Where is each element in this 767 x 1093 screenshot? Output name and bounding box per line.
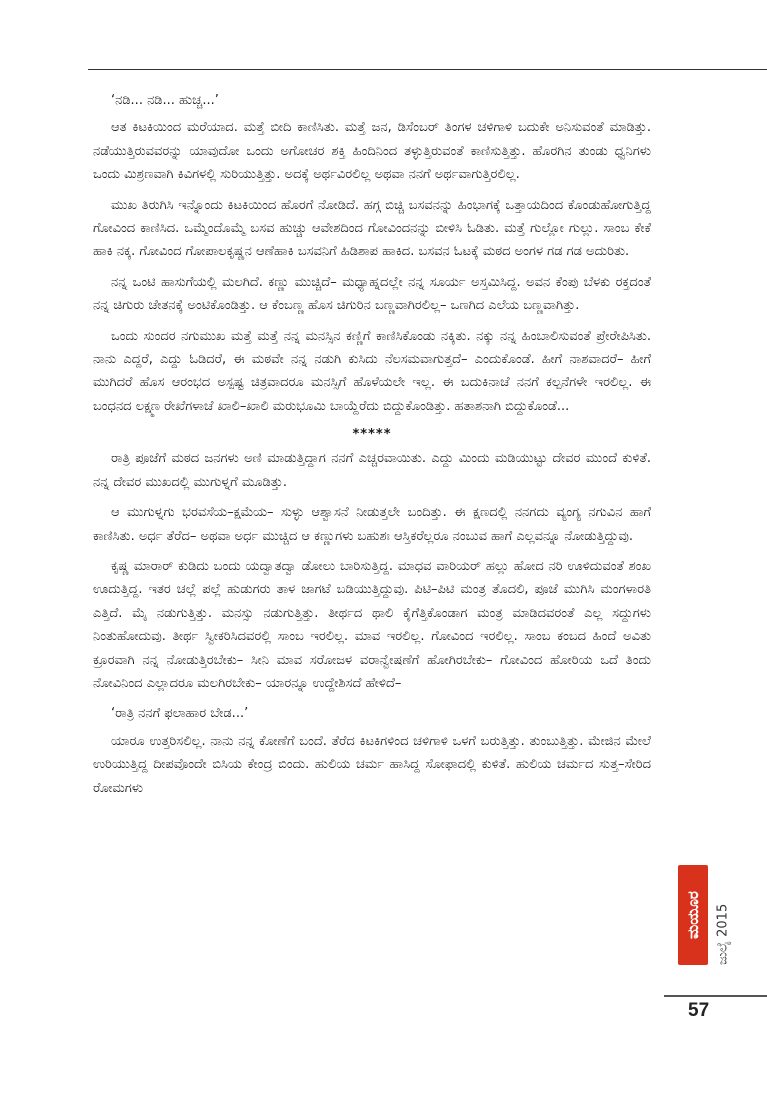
- paragraph: ನನ್ನ ಒಂಟಿ ಹಾಸುಗೆಯಲ್ಲಿ ಮಲಗಿದೆ. ಕಣ್ಣು ಮುಚ್ಚಿದೆ– ಮಧ್ಯಾಹ್ನದಲ್ಲೇ ನನ್ನ ಸೂರ್ಯ ಅಸ್ತಮಿಸಿದ್ದ. ಅವನ ಕೆಂಪು ಬೆಳಕು ರಕ್ತದಂತೆ ನನ್ನ ಚಿಗುರು ಚೇತನಕ್ಕೆ ಅಂಟಿಕೊಂಡಿತ್ತು. ಆ ಕೆಂಬಣ್ಣ ಹೊಸ ಚಿಗುರಿನ ಬಣ್ಣವಾಗಿರಲಿಲ್ಲ– ಒಣಗಿದ ಎಲೆಯ ಬಣ್ಣವಾಗಿತ್ತು.: [93, 274, 651, 314]
- issue-date: ಜುಲೈ 2015: [715, 903, 731, 965]
- paragraph: ಮುಖ ತಿರುಗಿಸಿ ಇನ್ನೊಂದು ಕಿಟಕಿಯಿಂದ ಹೊರಗೆ ನೋಡಿದೆ. ಹಗ್ಗ ಬಿಚ್ಚಿ ಬಸವನನ್ನು ಹಿಂಭಾಗಕ್ಕೆ ಒತ್ತಾಯದಿಂದ ಕೊಂಡುಹೋಗುತ್ತಿದ್ದ ಗೋವಿಂದ ಕಾಣಿಸಿದ. ಒಮ್ಮೆಂದೊಮ್ಮೆ ಬಸವ ಹುಚ್ಚು ಆವೇಶದಿಂದ ಗೋವಿಂದನನ್ನು ಬೀಳಿಸಿ ಓಡಿತು. ಮತ್ತೆ ಗುಲ್ಲೋ ಗುಲ್ಲು. ಸಾಂಬ ಕೇಕೆ ಹಾಕಿ ನಕ್ಕ. ಗೋವಿಂದ ಗೋಪಾಲಕೃಷ್ಣನ ಆಣೆಹಾಕಿ ಬಸವನಿಗೆ ಹಿಡಿಶಾಪ ಹಾಕಿದ. ಬಸವನ ಓಟಕ್ಕೆ ಮಠದ ಅಂಗಳ ಗಡ ಗಡ ಅದುರಿತು.: [93, 197, 651, 260]
- section-divider: *****: [352, 427, 392, 443]
- paragraph: ಆ ಮುಗುಳ್ನಗು ಭರವಸೆಯ–ಕ್ಷಮೆಯ– ಸುಳ್ಳು ಆಶ್ವಾಸನೆ ನೀಡುತ್ತಲೇ ಬಂದಿತ್ತು. ಈ ಕ್ಷಣದಲ್ಲಿ ನನಗದು ವ್ಯಂಗ್ಯ ನಗುವಿನ ಹಾಗೆ ಕಾಣಿಸಿತು. ಅರ್ಧ ತೆರೆದ– ಅಥವಾ ಅರ್ಧ ಮುಚ್ಚಿದ ಆ ಕಣ್ಣುಗಳು ಬಹುಶಃ ಆಸ್ತಿಕರೆಲ್ಲರೂ ನಂಬುವ ಹಾಗೆ ಎಲ್ಲವನ್ನೂ ನೋಡುತ್ತಿದ್ದುವು.: [93, 505, 651, 544]
- paragraph: ‘ನಡಿ... ನಡಿ... ಹುಚ್ಚ...’: [111, 93, 219, 108]
- paragraph: ಆತ ಕಿಟಕಿಯಿಂದ ಮರೆಯಾದ. ಮತ್ತೆ ಬೀದಿ ಕಾಣಿಸಿತು. ಮತ್ತೆ ಜನ, ಡಿಸೆಂಬರ್ ತಿಂಗಳ ಚಳಿಗಾಳಿ ಬದುಕೇ ಅನಿಸುವಂತೆ ಮಾಡಿತ್ತು. ನಡೆಯುತ್ತಿರುವವರನ್ನು ಯಾವುದೋ ಒಂದು ಅಗೋಚರ ಶಕ್ತಿ ಹಿಂದಿನಿಂದ ತಳ್ಳುತ್ತಿರುವಂತೆ ಕಾಣಿಸುತ್ತಿತ್ತು. ಹೊರಗಿನ ತುಂಡು ಧ್ವನಿಗಳು ಒಂದು ಮಿಶ್ರಣವಾಗಿ ಕಿವಿಗಳಲ್ಲಿ ಸುರಿಯುತ್ತಿತ್ತು. ಅದಕ್ಕೆ ಅರ್ಥವಿರಲಿಲ್ಲ ಅಥವಾ ನನಗೆ ಅರ್ಥವಾಗುತ್ತಿರಲಿಲ್ಲ.: [93, 120, 651, 183]
- footer-rule: [664, 995, 767, 997]
- paragraph: ಕೃಷ್ಣ ಮಾರಾರ್ ಕುಡಿದು ಬಂದು ಯದ್ವಾತದ್ವಾ ಡೋಲು ಬಾರಿಸುತ್ತಿದ್ದ. ಮಾಧವ ವಾರಿಯರ್ ಹಲ್ಲು ಹೋದ ನರಿ ಊಳಿದುವಂತೆ ಶಂಖ ಊದುತ್ತಿದ್ದ. ಇತರ ಚಲ್ಲೆ ಪಲ್ಲೆ ಹುಡುಗರು ತಾಳ ಜಾಗಟೆ ಬಡಿಯುತ್ತಿದ್ದುವು. ಪಿಟಿ–ಪಿಟಿ ಮಂತ್ರ ತೊದಲಿ, ಪೂಜೆ ಮುಗಿಸಿ ಮಂಗಳಾರತಿ ಎತ್ತಿದೆ. ಮೈ ನಡುಗುತ್ತಿತ್ತು. ಮನಸ್ಸು ನಡುಗುತ್ತಿತ್ತು. ತೀರ್ಥದ ಥಾಲಿ ಕೈಗೆತ್ತಿಕೊಂಡಾಗ ಮಂತ್ರ ಮಾಡಿದವರಂತೆ ಎಲ್ಲ ಸದ್ದುಗಳು ನಿಂತುಹೋದುವು. ತೀರ್ಥ ಸ್ವೀಕರಿಸಿದವರಲ್ಲಿ ಸಾಂಬ ಇರಲಿಲ್ಲ. ಮಾವ ಇರಲಿಲ್ಲ. ಗೋವಿಂದ ಇರಲಿಲ್ಲ. ಸಾಂಬ ಕಂಬದ ಹಿಂದೆ ಅವಿತು ಕ್ರೂರವಾಗಿ ನನ್ನ ನೋಡುತ್ತಿರಬೇಕು– ಸೀನಿ ಮಾವ ಸರೋಜಳ ವರಾನ್ವೇಷಣೆಗೆ ಹೋಗಿರಬೇಕು– ಗೋವಿಂದ ಹೋರಿಯ ಒದೆ ತಿಂದು ನೋವಿನಿಂದ ಎಲ್ಲಾದರೂ ಮಲಗಿರಬೇಕು– ಯಾರನ್ನೂ ಉದ್ದೇಶಿಸದೆ ಹೇಳಿದೆ–: [93, 558, 651, 691]
- paragraph: ಯಾರೂ ಉತ್ತರಿಸಲಿಲ್ಲ. ನಾನು ನನ್ನ ಕೋಣೆಗೆ ಬಂದೆ. ತೆರೆದ ಕಿಟಕಿಗಳಿಂದ ಚಳಿಗಾಳಿ ಒಳಗೆ ಬರುತ್ತಿತ್ತು. ತುಂಬುತ್ತಿತ್ತು. ಮೇಜಿನ ಮೇಲೆ ಉರಿಯುತ್ತಿದ್ದ ದೀಪವೊಂದೇ ಬಿಸಿಯ ಕೇಂದ್ರ ಬಿಂದು. ಹುಲಿಯ ಚರ್ಮ ಹಾಸಿದ್ದ ಸೋಫಾದಲ್ಲಿ ಕುಳಿತೆ. ಹುಲಿಯ ಚರ್ಮದ ಸುತ್ತ–ಸೇರಿದ ರೋಮಗಳು: [93, 733, 651, 796]
- page-number: 57: [688, 1000, 710, 1021]
- magazine-logo: ಮಯೂರ: [678, 865, 708, 965]
- article-body: [93, 89, 651, 807]
- header-rule: [88, 69, 767, 70]
- paragraph: ರಾತ್ರಿ ಪೂಜೆಗೆ ಮಠದ ಜನಗಳು ಅಣಿ ಮಾಡುತ್ತಿದ್ದಾಗ ನನಗೆ ಎಚ್ಚರವಾಯಿತು. ಎದ್ದು ಮಿಂದು ಮಡಿಯುಟ್ಟು ದೇವರ ಮುಂದೆ ಕುಳಿತೆ. ನನ್ನ ದೇವರ ಮುಖದಲ್ಲಿ ಮುಗುಳ್ನಗೆ ಮೂಡಿತ್ತು.: [93, 451, 651, 490]
- page-footer-side: [676, 805, 736, 975]
- paragraph: ಒಂದು ಸುಂದರ ನಗುಮುಖ ಮತ್ತೆ ಮತ್ತೆ ನನ್ನ ಮನಸ್ಸಿನ ಕಣ್ಣಿಗೆ ಕಾಣಿಸಿಕೊಂಡು ನಕ್ಕಿತು. ನಕ್ಕು ನನ್ನ ಹಿಂಬಾಲಿಸುವಂತೆ ಪ್ರೇರೇಪಿಸಿತು. ನಾನು ಎದ್ದರೆ, ಎದ್ದು ಓಡಿದರೆ, ಈ ಮಠವೇ ನನ್ನ ನಡುಗಿ ಕುಸಿದು ನೆಲಸಮವಾಗುತ್ತದೆ– ಎಂದುಕೊಂಡೆ. ಹೀಗೆ ನಾಶವಾದರೆ– ಹೀಗೆ ಮುಗಿದರೆ ಹೊಸ ಆರಂಭದ ಅಸ್ಪಷ್ಟ ಚಿತ್ರವಾದರೂ ಮನಸ್ಸಿಗೆ ಹೊಳೆಯಲೇ ಇಲ್ಲ. ಈ ಬದುಕಿನಾಚೆ ನನಗೆ ಕಲ್ಪನೆಗಳೇ ಇರಲಿಲ್ಲ. ಈ ಬಂಧನದ ಲಕ್ಷ್ಮಣ ರೇಖೆಗಳಾಚೆ ಖಾಲಿ–ಖಾಲಿ ಮರುಭೂಮಿ ಬಾಯ್ದೆರೆದು ಬಿದ್ದುಕೊಂಡಿತ್ತು. ಹತಾಶನಾಗಿ ಬಿದ್ದುಕೊಂಡೆ...: [93, 328, 651, 414]
- paragraph: ‘ರಾತ್ರಿ ನನಗೆ ಫಲಾಹಾರ ಬೇಡ...’: [111, 706, 249, 722]
